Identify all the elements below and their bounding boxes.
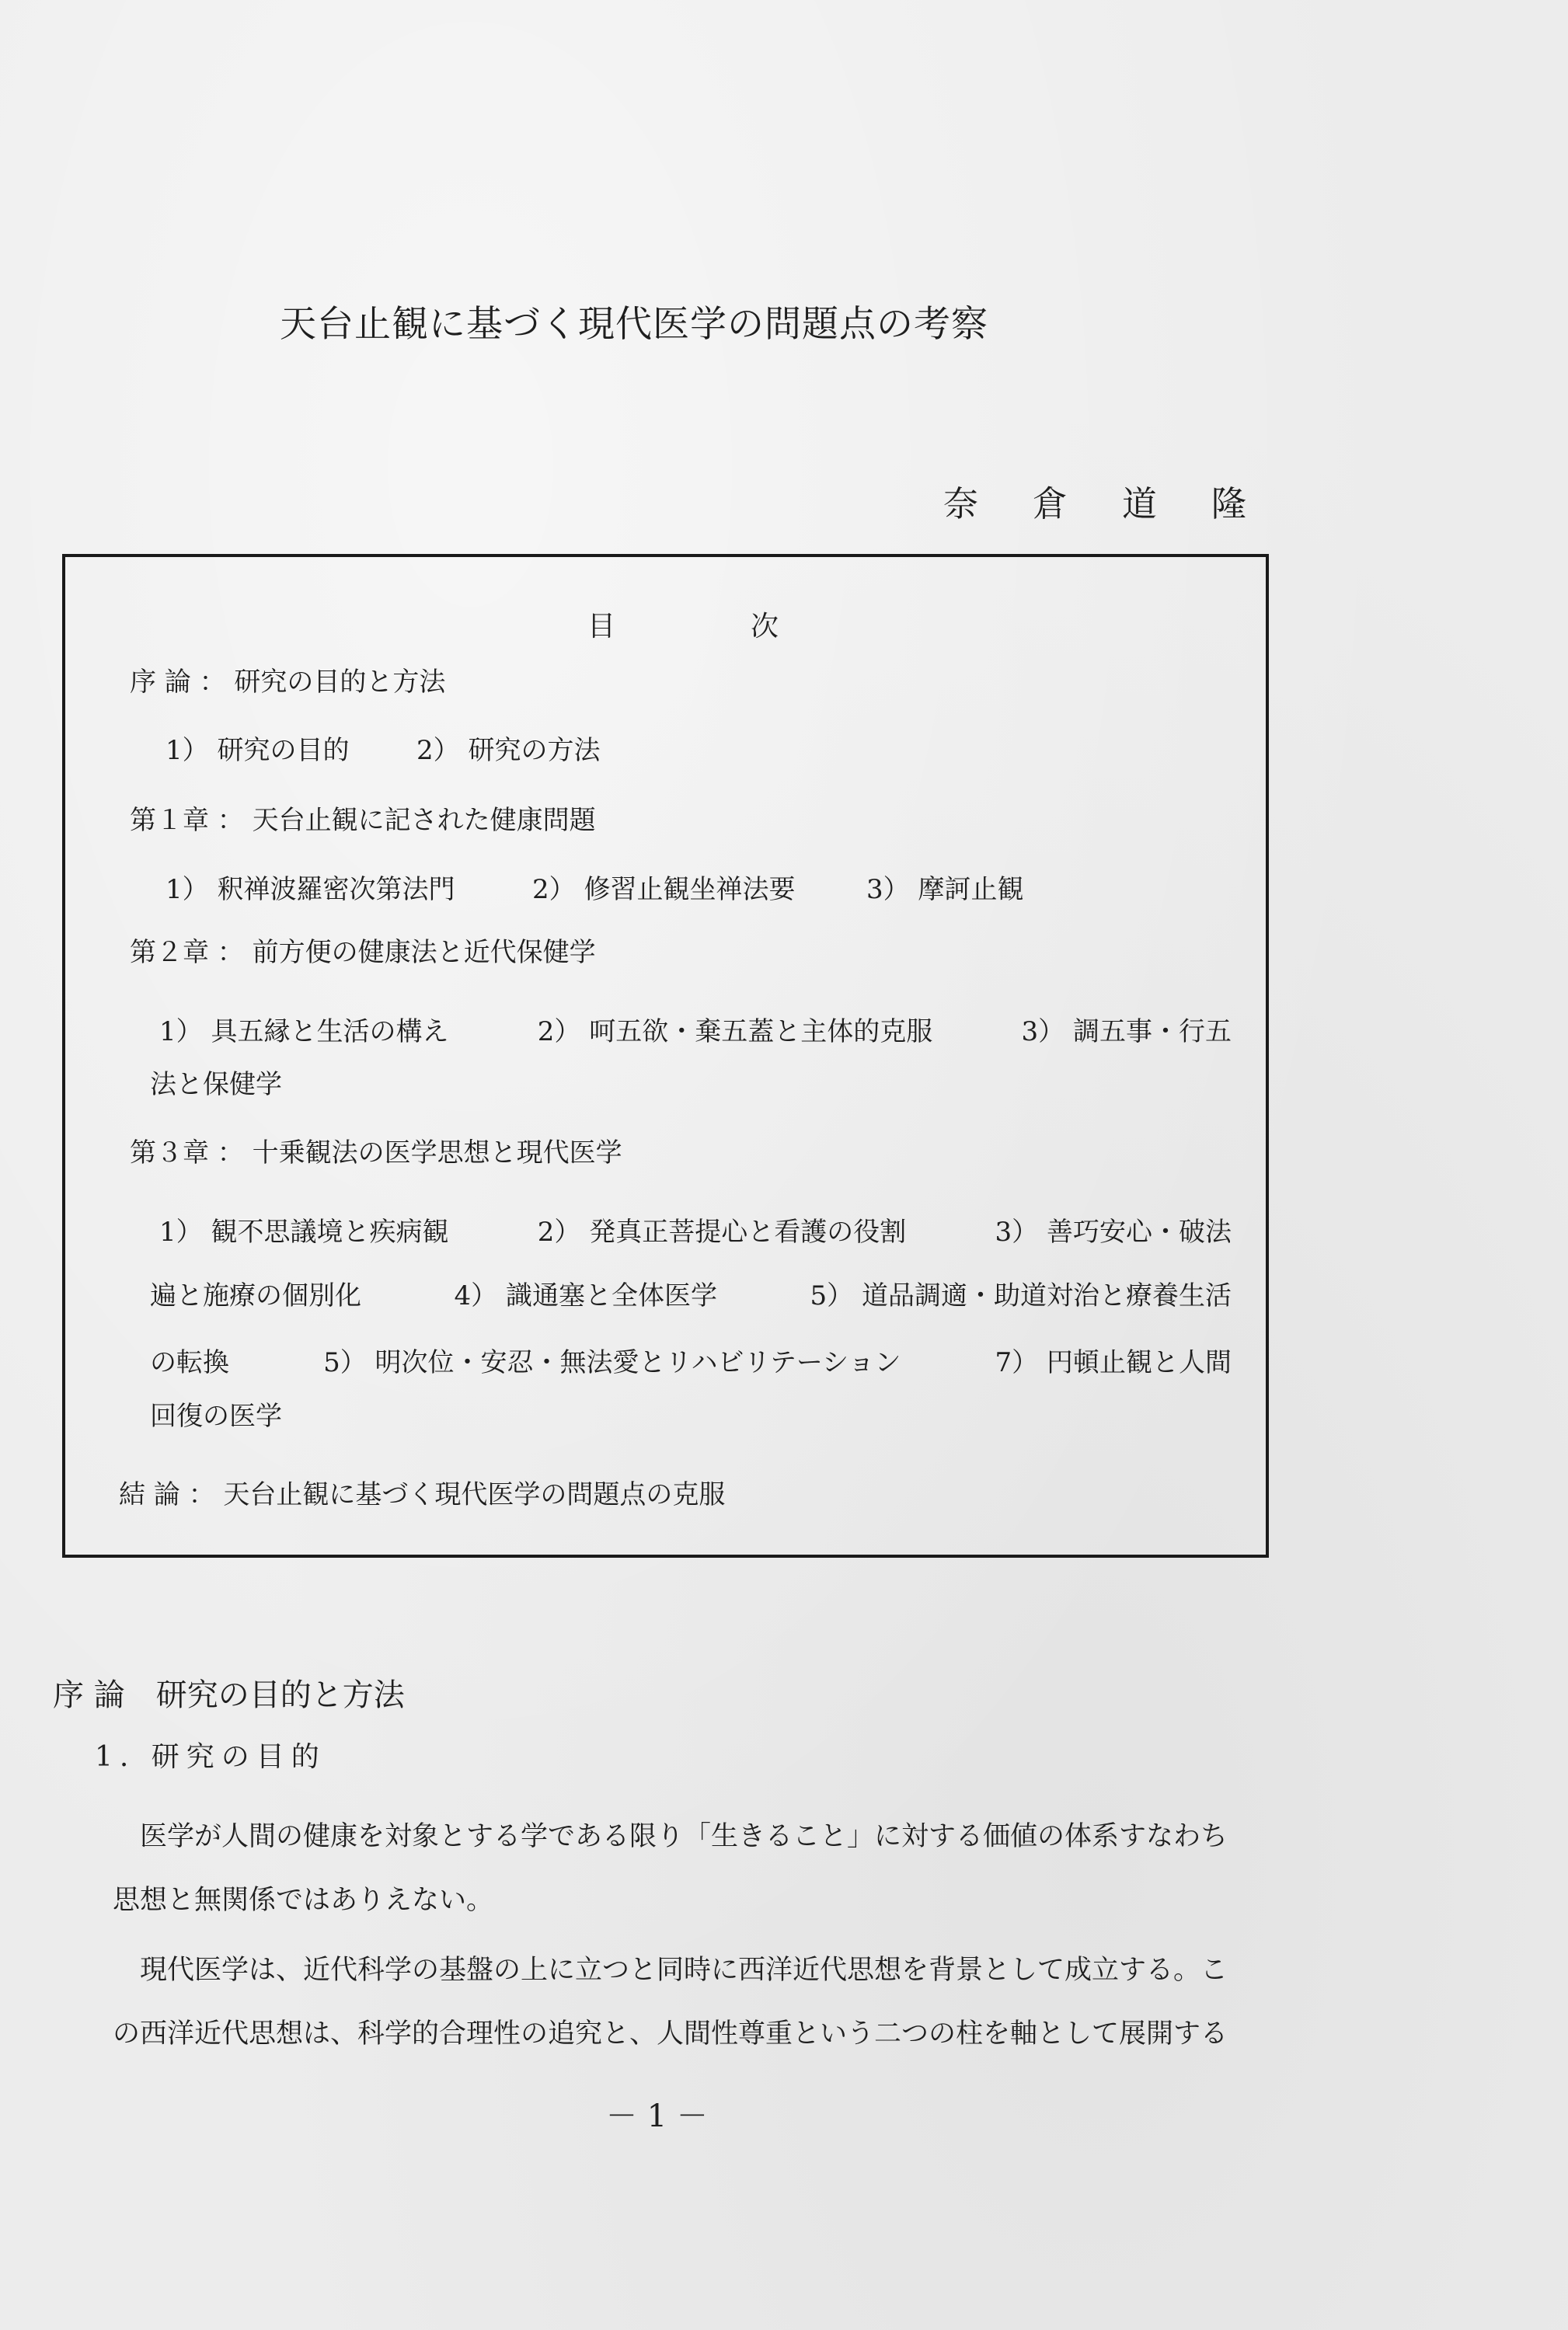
toc-chapter-1: 第１章 ： 天台止観に記された健康問題 bbox=[130, 805, 596, 836]
page-number: － 1 － bbox=[606, 2098, 708, 2134]
author-char: 隆 bbox=[1211, 483, 1246, 524]
toc-chapter-2-item: 2） 呵五欲・棄五蓋と主体的克服 bbox=[537, 1016, 933, 1047]
toc-chapter-2-item: 3） 調五事・行五 bbox=[1021, 1016, 1232, 1047]
toc-chapter-2: 第２章 ： 前方便の健康法と近代保健学 bbox=[130, 937, 596, 968]
toc-heading bbox=[587, 604, 779, 644]
toc-chapter-3-line-1 bbox=[159, 1210, 1232, 1249]
toc-chapter-1-item: 3） 摩訶止観 bbox=[866, 874, 1024, 905]
paragraph-line: の西洋近代思想は、科学的合理性の追究と、人間性尊重という二つの柱を軸として展開する bbox=[113, 2018, 1228, 2050]
toc-chapter-1-item: 2） 修習止観坐禅法要 bbox=[532, 874, 796, 905]
toc-conclusion: 結 論 ： 天台止観に基づく現代医学の問題点の克服 bbox=[119, 1479, 726, 1510]
toc-chapter-3-item: 7） 円頓止観と人間 bbox=[995, 1347, 1232, 1378]
toc-intro: 序 論 ： 研究の目的と方法 bbox=[130, 667, 446, 698]
toc-heading-char: 目 bbox=[587, 611, 616, 643]
paragraph-line: 思想と無関係ではありえない。 bbox=[113, 1885, 494, 1916]
document-title: 天台止観に基づく現代医学の問題点の考察 bbox=[280, 303, 988, 346]
toc-chapter-3-item: 4） 識通塞と全体医学 bbox=[454, 1280, 717, 1311]
toc-chapter-2-continuation: 法と保健学 bbox=[150, 1069, 282, 1100]
toc-chapter-3-continuation: 回復の医学 bbox=[150, 1401, 282, 1432]
toc-chapter-2-items bbox=[159, 1010, 1232, 1048]
author-char: 道 bbox=[1121, 483, 1157, 524]
toc-chapter-3-item: 遍と施療の個別化 bbox=[150, 1280, 361, 1311]
toc-chapter-3-item: 5） 道品調適・助道対治と療養生活 bbox=[810, 1280, 1232, 1311]
toc-chapter-3: 第３章 ： 十乗観法の医学思想と現代医学 bbox=[130, 1137, 622, 1168]
toc-chapter-1-item: 1） 釈禅波羅密次第法門 bbox=[166, 874, 455, 905]
toc-heading-char: 次 bbox=[750, 611, 779, 643]
toc-chapter-3-item: 3） 善巧安心・破法 bbox=[995, 1217, 1232, 1248]
author-name bbox=[943, 475, 1246, 526]
toc-intro-item: 1） 研究の目的 bbox=[166, 735, 350, 766]
author-char: 倉 bbox=[1032, 483, 1068, 524]
toc-chapter-3-item: 5） 明次位・安忍・無法愛とリハビリテーション bbox=[323, 1347, 901, 1378]
section-heading: 序 論 研究の目的と方法 bbox=[53, 1677, 405, 1713]
paragraph-line: 現代医学は、近代科学の基盤の上に立つと同時に西洋近代思想を背景として成立する。こ bbox=[140, 1955, 1228, 1986]
toc-chapter-3-item: 2） 発真正菩提心と看護の役割 bbox=[537, 1217, 907, 1248]
toc-chapter-3-line-2 bbox=[150, 1274, 1232, 1312]
paragraph-line: 医学が人間の健康を対象とする学である限り「生きること」に対する価値の体系すなわち bbox=[140, 1821, 1228, 1852]
subsection-heading: 1. 研究の目的 bbox=[95, 1741, 326, 1773]
toc-intro-item: 2） 研究の方法 bbox=[416, 735, 601, 766]
toc-chapter-3-line-3 bbox=[150, 1341, 1232, 1379]
toc-chapter-2-item: 1） 具五縁と生活の構え bbox=[159, 1016, 449, 1047]
toc-chapter-3-item: の転換 bbox=[150, 1347, 229, 1378]
toc-chapter-3-item: 1） 観不思議境と疾病観 bbox=[159, 1217, 449, 1248]
author-char: 奈 bbox=[943, 483, 979, 524]
